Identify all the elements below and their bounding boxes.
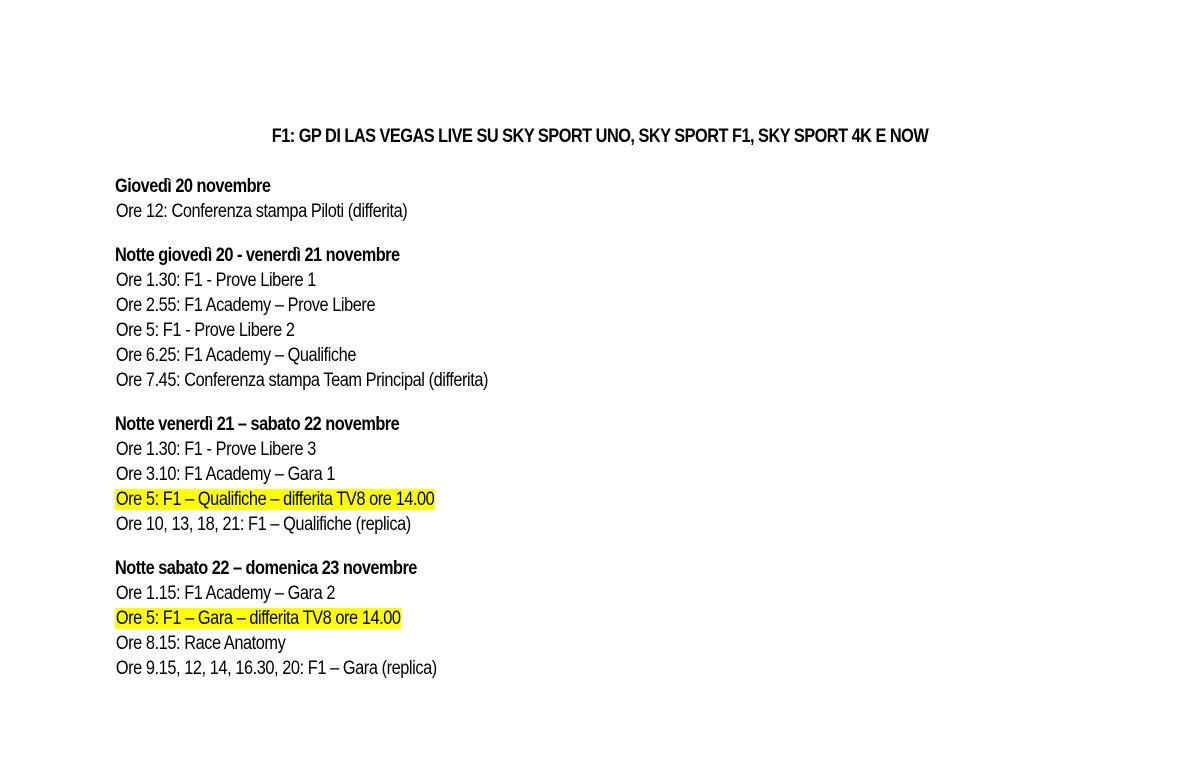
schedule-section-friday-night (115, 412, 1015, 537)
schedule-section-thursday-night (115, 243, 1015, 393)
section-heading: Notte venerdì 21 – sabato 22 novembre (115, 414, 400, 435)
section-heading: Notte sabato 22 – domenica 23 novembre (115, 558, 417, 579)
schedule-line: Ore 3.10: F1 Academy – Gara 1 (115, 464, 335, 485)
schedule-line-highlighted: Ore 5: F1 – Gara – differita TV8 ore 14.00 (115, 608, 401, 629)
schedule-line: Ore 12: Conferenza stampa Piloti (differita) (115, 201, 408, 222)
schedule-line: Ore 1.30: F1 - Prove Libere 3 (115, 439, 316, 460)
schedule-section-saturday-night (115, 556, 1015, 681)
schedule-line: Ore 1.15: F1 Academy – Gara 2 (115, 583, 335, 604)
schedule-line: Ore 5: F1 - Prove Libere 2 (115, 320, 295, 341)
schedule-sections (115, 174, 1015, 700)
section-heading: Notte giovedì 20 - venerdì 21 novembre (115, 245, 400, 266)
schedule-line: Ore 8.15: Race Anatomy (115, 633, 286, 654)
schedule-line-highlighted: Ore 5: F1 – Qualifiche – differita TV8 ore 14.00 (115, 489, 435, 510)
schedule-line: Ore 6.25: F1 Academy – Qualifiche (115, 345, 356, 366)
section-heading: Giovedì 20 novembre (115, 176, 271, 197)
schedule-line: Ore 7.45: Conferenza stampa Team Principal (differita) (115, 370, 489, 391)
schedule-section-thursday (115, 174, 1015, 224)
document-title: F1: GP DI LAS VEGAS LIVE SU SKY SPORT UNO, SKY SPORT F1, SKY SPORT 4K E NOW (271, 126, 929, 147)
schedule-line: Ore 10, 13, 18, 21: F1 – Qualifiche (replica) (115, 514, 411, 535)
schedule-line: Ore 2.55: F1 Academy – Prove Libere (115, 295, 376, 316)
schedule-line: Ore 9.15, 12, 14, 16.30, 20: F1 – Gara (replica) (115, 658, 437, 679)
schedule-line: Ore 1.30: F1 - Prove Libere 1 (115, 270, 316, 291)
